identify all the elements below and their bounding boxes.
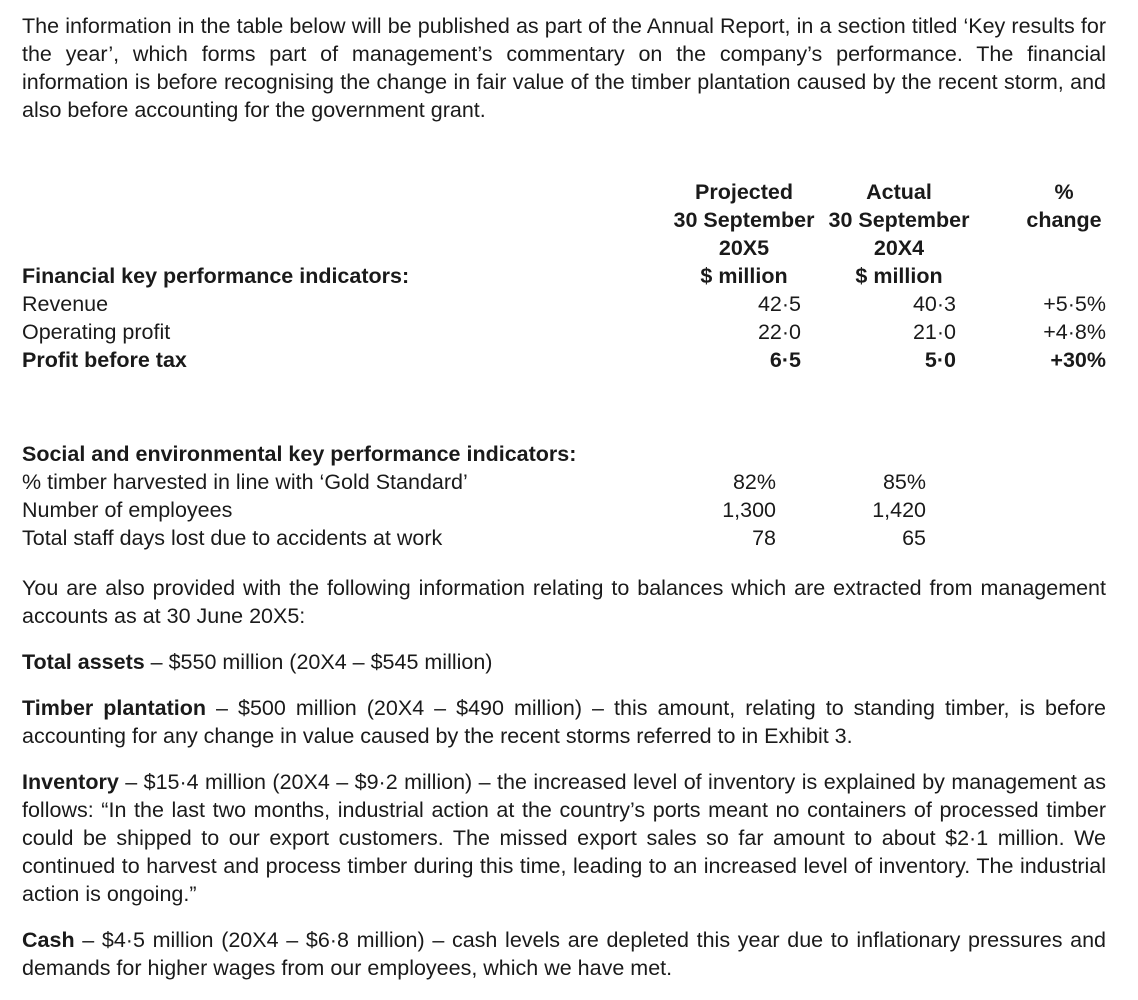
table-header-row — [22, 234, 1106, 262]
item-text: – $500 million (20X4 – $490 million) – this amount, relating to standing timber, is before accounting for any change in value caused by the recent storms referred to in Exhibit 3. — [22, 696, 1106, 748]
cell-projected: 78 — [752, 526, 776, 550]
table-header-row — [22, 206, 1106, 234]
table-header-row — [22, 178, 1106, 206]
item-inventory — [22, 768, 1106, 908]
table-row — [22, 468, 1106, 496]
kpi-table — [22, 178, 1106, 374]
col-change-label: change — [1026, 208, 1102, 232]
cell-projected: 42·5 — [757, 292, 801, 316]
item-term: Cash — [22, 928, 75, 952]
row-label: Revenue — [22, 292, 109, 316]
table-row — [22, 496, 1106, 524]
col-projected-unit: $ million — [700, 264, 788, 288]
cell-change: +30% — [1050, 348, 1106, 372]
social-heading: Social and environmental key performance indicators: — [22, 442, 577, 466]
table-row — [22, 318, 1106, 346]
col-projected-header: Projected — [695, 180, 793, 204]
item-term: Inventory — [22, 770, 119, 794]
table-row — [22, 346, 1106, 374]
cell-change: +5·5% — [1043, 292, 1106, 316]
item-text: – $4·5 million (20X4 – $6·8 million) – cash levels are depleted this year due to inflationary pressures and demands for higher wages from our employees, which we have met. — [22, 928, 1106, 980]
cell-actual: 1,420 — [872, 498, 926, 522]
item-cash — [22, 926, 1106, 982]
table-header-row — [22, 262, 1106, 290]
col-projected-date: 30 September — [673, 208, 815, 232]
col-actual-header: Actual — [866, 180, 932, 204]
item-term: Timber plantation — [22, 696, 207, 720]
row-label: Number of employees — [22, 498, 233, 522]
also-provided-paragraph: You are also provided with the following information relating to balances which are extracted from management accounts as at 30 June 20X5: — [22, 576, 1106, 628]
cell-projected: 82% — [732, 470, 776, 494]
item-total-assets — [22, 648, 1106, 676]
cell-actual: 21·0 — [912, 320, 956, 344]
cell-actual: 5·0 — [924, 348, 956, 372]
balances-section — [22, 574, 1106, 1000]
cell-change: +4·8% — [1043, 320, 1106, 344]
col-actual-date: 30 September — [828, 208, 970, 232]
row-label: Total staff days lost due to accidents at work — [22, 526, 443, 550]
col-actual-year: 20X4 — [873, 236, 925, 260]
social-kpi-table — [22, 440, 1106, 552]
col-projected-year: 20X5 — [718, 236, 770, 260]
item-term: Total assets — [22, 650, 145, 674]
col-actual-unit: $ million — [855, 264, 943, 288]
row-label: Operating profit — [22, 320, 171, 344]
item-text: – $15·4 million (20X4 – $9·2 million) – the increased level of inventory is explained by management as follows: “In the last two months, industrial action at the country’s ports meant no containers of processed timber could be shipped to our export customers. The missed export sales so far amount to about $2·1 million. We continued to harvest and process timber during this time, leading to an increased level of inventory. The industrial action is ongoing.” — [22, 770, 1106, 906]
col-change-header: % — [1054, 180, 1074, 204]
row-label: % timber harvested in line with ‘Gold Standard’ — [22, 470, 468, 494]
cell-actual: 65 — [902, 526, 926, 550]
financial-heading: Financial key performance indicators: — [22, 264, 410, 288]
table-row — [22, 524, 1106, 552]
cell-projected: 1,300 — [722, 498, 776, 522]
cell-projected: 22·0 — [757, 320, 801, 344]
item-timber-plantation — [22, 694, 1106, 750]
row-label: Profit before tax — [22, 348, 187, 372]
table-header-row — [22, 440, 1106, 468]
intro-paragraph: The information in the table below will be published as part of the Annual Report, in a section titled ‘Key results for the year’, which forms part of management’s commentary on the company’s performance. The financial information is before recognising the change in fair value of the timber plantation caused by the recent storm, and also before accounting for the government grant. — [22, 14, 1106, 122]
cell-actual: 85% — [882, 470, 926, 494]
cell-actual: 40·3 — [912, 292, 956, 316]
table-row — [22, 290, 1106, 318]
item-text: – $550 million (20X4 – $545 million) — [144, 650, 493, 674]
cell-projected: 6·5 — [769, 348, 801, 372]
